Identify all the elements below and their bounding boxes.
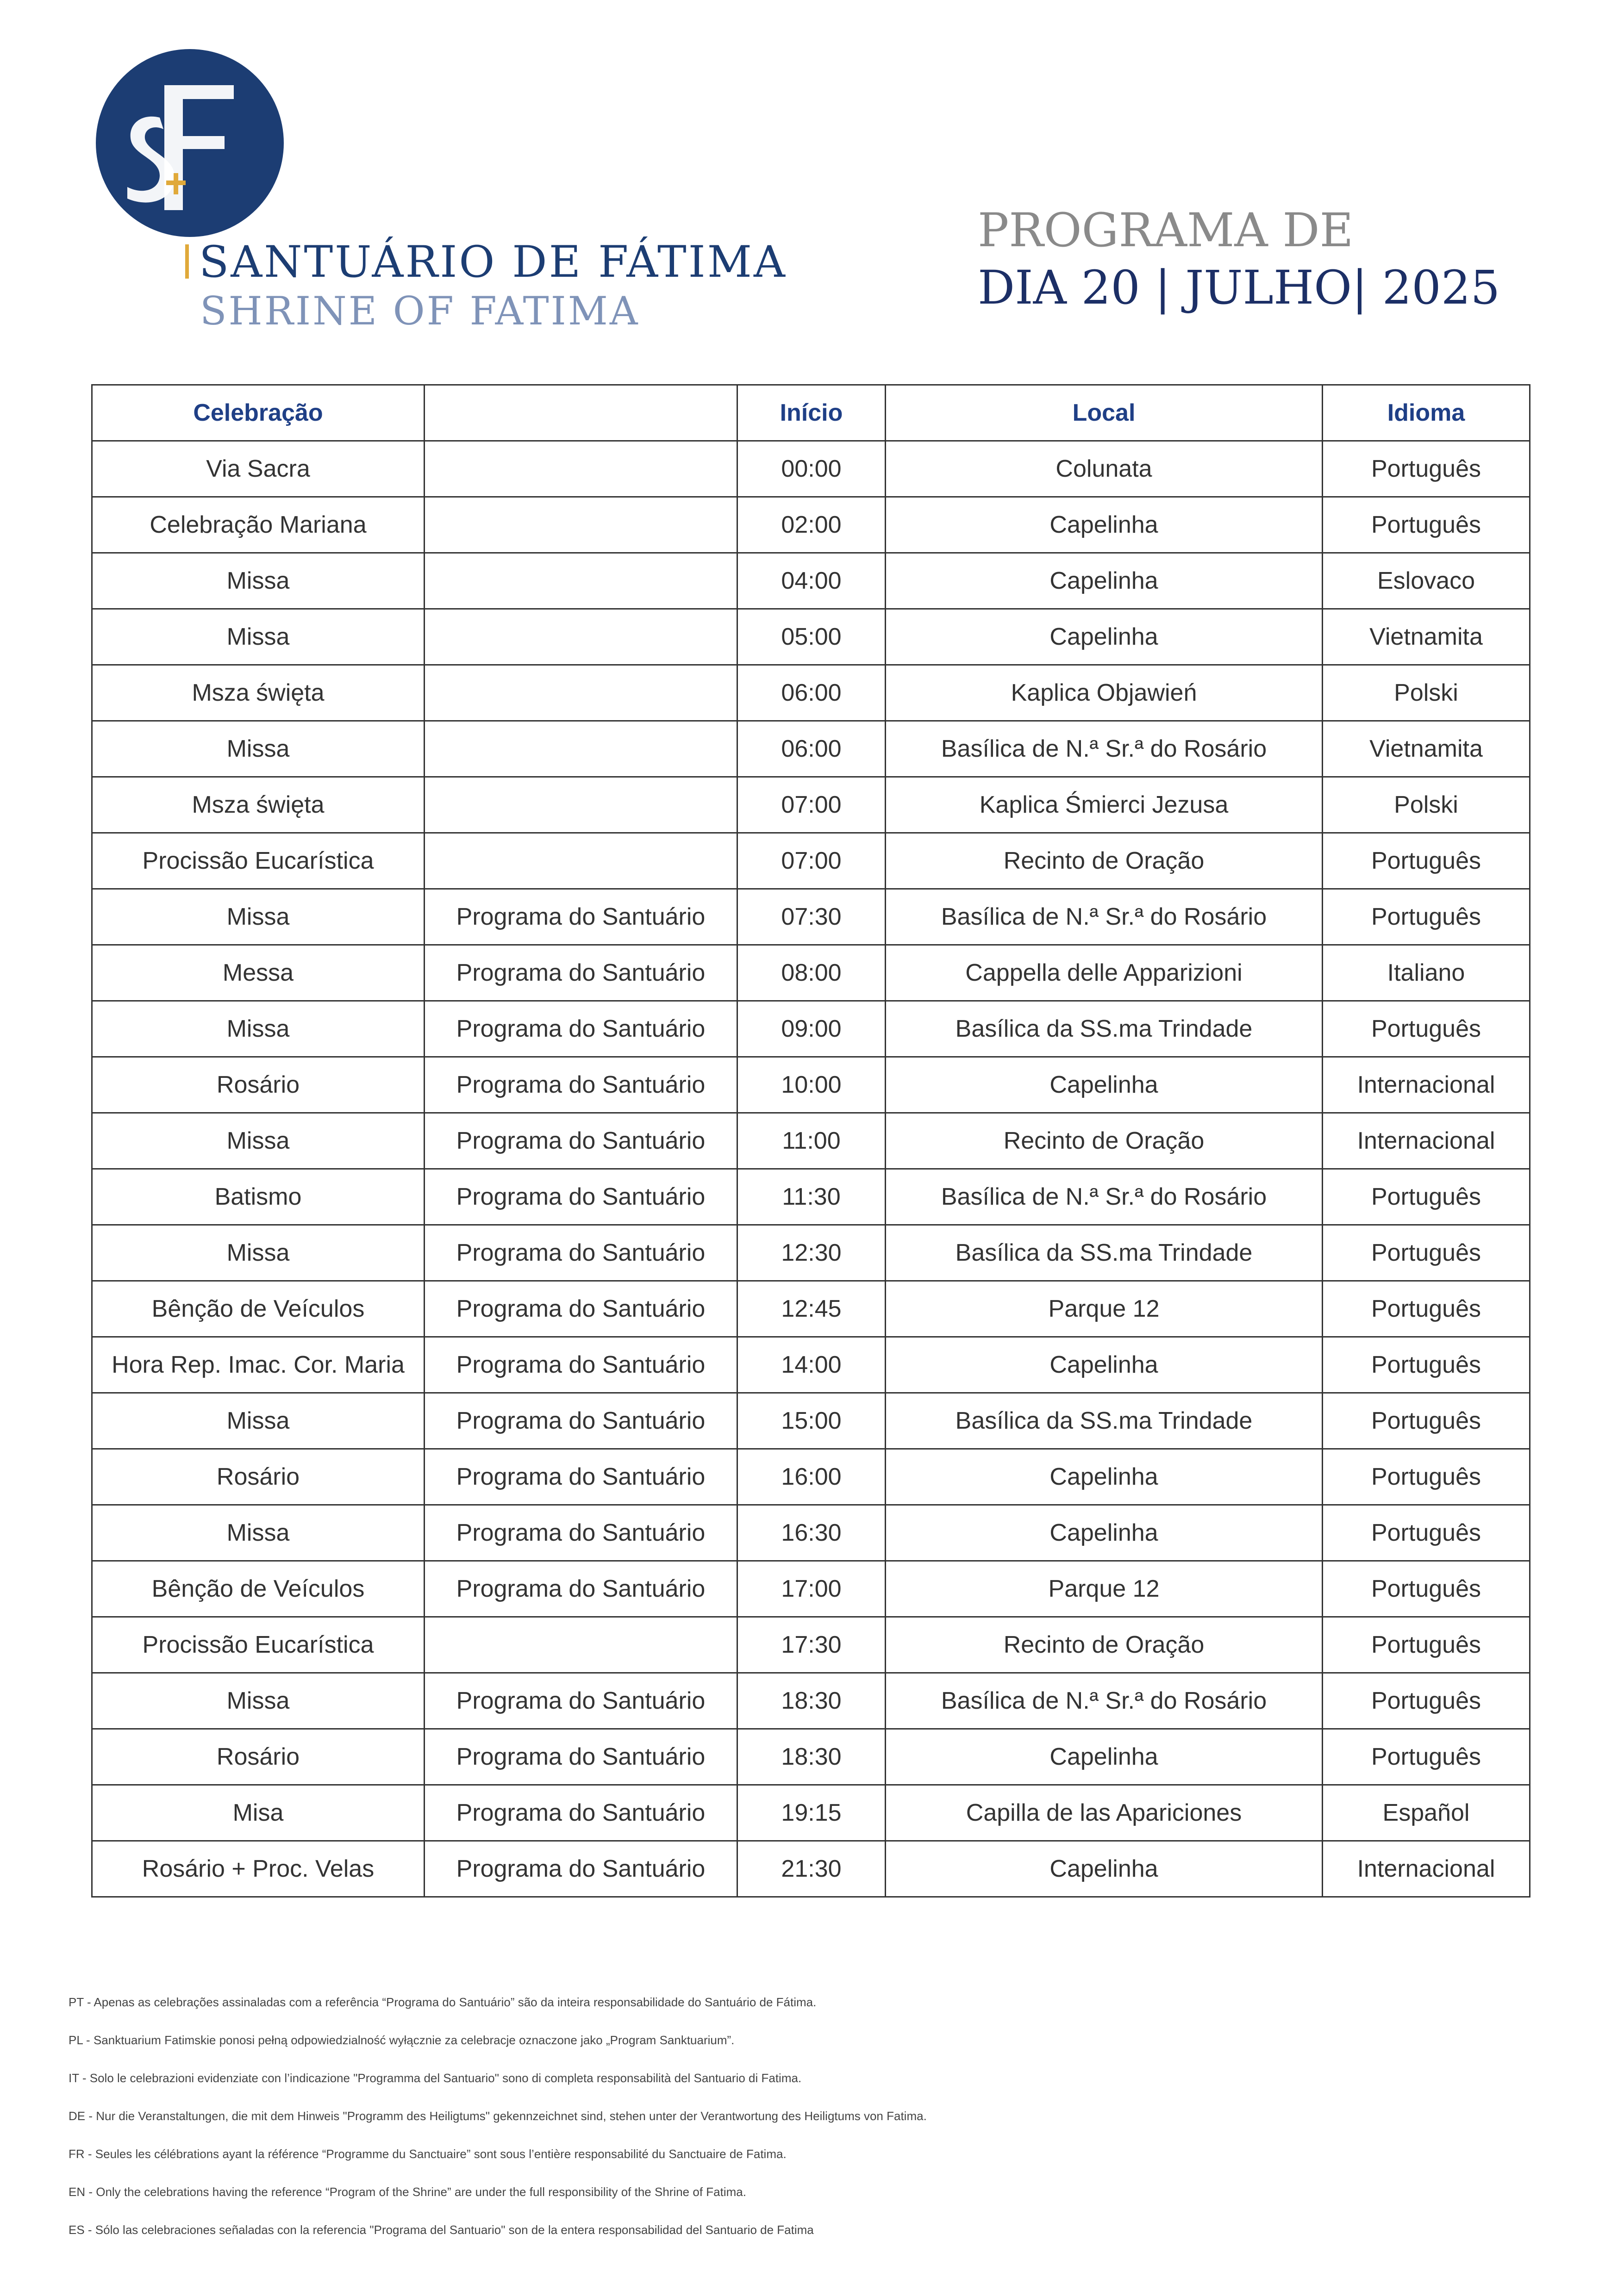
cell-celebracao: Via Sacra bbox=[92, 441, 425, 497]
table-row bbox=[92, 1729, 1530, 1785]
note-pt: PT - Apenas as celebrações assinaladas com a referência “Programa do Santuário” são da inteira responsabilidade do Santuário de Fátima. bbox=[69, 1995, 817, 2009]
cell-idioma: Português bbox=[1323, 1393, 1530, 1449]
cell-idioma: Italiano bbox=[1323, 945, 1530, 1001]
cell-idioma: Eslovaco bbox=[1323, 553, 1530, 609]
brand-title-en: SHRINE OF FATIMA bbox=[200, 288, 640, 334]
cell-local: Basílica da SS.ma Trindade bbox=[886, 1393, 1323, 1449]
cell-programa: Programa do Santuário bbox=[425, 889, 737, 945]
cell-local: Parque 12 bbox=[886, 1281, 1323, 1337]
cell-idioma: Português bbox=[1323, 1169, 1530, 1225]
cell-idioma: Português bbox=[1323, 1001, 1530, 1057]
cell-idioma: Español bbox=[1323, 1785, 1530, 1841]
note-es: ES - Sólo las celebraciones señaladas con la referencia "Programa del Santuario" son de la entera responsabilidad del Santuario de Fatima bbox=[69, 2223, 814, 2237]
schedule-table bbox=[91, 384, 1530, 1898]
cell-inicio: 18:30 bbox=[737, 1729, 886, 1785]
schedule-body bbox=[92, 441, 1530, 1897]
note-de: DE - Nur die Veranstaltungen, die mit dem Hinweis "Programm des Heiligtums" gekennzeichnet sind, stehen unter der Verantwortung des Heiligtums von Fatima. bbox=[69, 2109, 927, 2123]
cell-celebracao: Rosário bbox=[92, 1449, 425, 1505]
cell-celebracao: Batismo bbox=[92, 1169, 425, 1225]
program-heading-line1: PROGRAMA DE bbox=[978, 203, 1354, 257]
cell-inicio: 04:00 bbox=[737, 553, 886, 609]
cell-local: Parque 12 bbox=[886, 1561, 1323, 1617]
cell-celebracao: Missa bbox=[92, 1113, 425, 1169]
cell-inicio: 11:00 bbox=[737, 1113, 886, 1169]
cell-local: Recinto de Oração bbox=[886, 1617, 1323, 1673]
cell-inicio: 16:30 bbox=[737, 1505, 886, 1561]
cell-idioma: Português bbox=[1323, 1729, 1530, 1785]
header-programa bbox=[425, 385, 737, 441]
table-row bbox=[92, 1001, 1530, 1057]
cell-celebracao: Missa bbox=[92, 721, 425, 777]
cell-programa: Programa do Santuário bbox=[425, 1057, 737, 1113]
cell-programa: Programa do Santuário bbox=[425, 1449, 737, 1505]
cell-celebracao: Bênção de Veículos bbox=[92, 1281, 425, 1337]
cell-celebracao: Msza święta bbox=[92, 777, 425, 833]
cell-inicio: 18:30 bbox=[737, 1673, 886, 1729]
cell-local: Cappella delle Apparizioni bbox=[886, 945, 1323, 1001]
table-row bbox=[92, 1225, 1530, 1281]
cell-programa: Programa do Santuário bbox=[425, 1225, 737, 1281]
table-row bbox=[92, 1281, 1530, 1337]
table-row bbox=[92, 721, 1530, 777]
cell-local: Basílica da SS.ma Trindade bbox=[886, 1001, 1323, 1057]
header-idioma: Idioma bbox=[1323, 385, 1530, 441]
table-row bbox=[92, 1505, 1530, 1561]
table-row bbox=[92, 1673, 1530, 1729]
table-row bbox=[92, 441, 1530, 497]
cell-celebracao: Procissão Eucarística bbox=[92, 1617, 425, 1673]
cell-programa bbox=[425, 609, 737, 665]
cell-programa: Programa do Santuário bbox=[425, 1169, 737, 1225]
cell-inicio: 06:00 bbox=[737, 721, 886, 777]
cell-programa bbox=[425, 777, 737, 833]
cell-inicio: 11:30 bbox=[737, 1169, 886, 1225]
cell-programa bbox=[425, 665, 737, 721]
table-row bbox=[92, 889, 1530, 945]
cell-celebracao: Rosário bbox=[92, 1729, 425, 1785]
cell-idioma: Português bbox=[1323, 1505, 1530, 1561]
table-row bbox=[92, 1169, 1530, 1225]
cell-celebracao: Missa bbox=[92, 889, 425, 945]
cell-programa bbox=[425, 441, 737, 497]
shrine-logo bbox=[95, 48, 285, 238]
header-inicio: Início bbox=[737, 385, 886, 441]
header-celebracao: Celebração bbox=[92, 385, 425, 441]
brand-title-text: SANTUÁRIO DE FÁTIMA bbox=[199, 237, 787, 287]
cell-programa: Programa do Santuário bbox=[425, 1393, 737, 1449]
cell-local: Recinto de Oração bbox=[886, 833, 1323, 889]
cell-inicio: 00:00 bbox=[737, 441, 886, 497]
table-row bbox=[92, 833, 1530, 889]
cell-inicio: 16:00 bbox=[737, 1449, 886, 1505]
cell-programa bbox=[425, 721, 737, 777]
cell-celebracao: Missa bbox=[92, 1393, 425, 1449]
cell-programa: Programa do Santuário bbox=[425, 1281, 737, 1337]
cell-local: Recinto de Oração bbox=[886, 1113, 1323, 1169]
cell-inicio: 07:30 bbox=[737, 889, 886, 945]
cell-idioma: Vietnamita bbox=[1323, 721, 1530, 777]
cell-local: Basílica de N.ª Sr.ª do Rosário bbox=[886, 1169, 1323, 1225]
cell-local: Basílica de N.ª Sr.ª do Rosário bbox=[886, 889, 1323, 945]
cell-idioma: Português bbox=[1323, 1561, 1530, 1617]
cell-inicio: 17:00 bbox=[737, 1561, 886, 1617]
cell-idioma: Internacional bbox=[1323, 1113, 1530, 1169]
table-row bbox=[92, 777, 1530, 833]
cell-celebracao: Rosário + Proc. Velas bbox=[92, 1841, 425, 1897]
cell-celebracao: Missa bbox=[92, 609, 425, 665]
cell-idioma: Português bbox=[1323, 497, 1530, 553]
cell-inicio: 14:00 bbox=[737, 1337, 886, 1393]
cell-idioma: Português bbox=[1323, 889, 1530, 945]
cell-idioma: Internacional bbox=[1323, 1841, 1530, 1897]
table-row bbox=[92, 1617, 1530, 1673]
cell-programa bbox=[425, 1617, 737, 1673]
cell-inicio: 08:00 bbox=[737, 945, 886, 1001]
cell-celebracao: Procissão Eucarística bbox=[92, 833, 425, 889]
cell-celebracao: Bênção de Veículos bbox=[92, 1561, 425, 1617]
cell-programa bbox=[425, 553, 737, 609]
program-heading-date: DIA 20 | JULHO| 2025 bbox=[978, 261, 1500, 315]
cell-idioma: Polski bbox=[1323, 665, 1530, 721]
cell-idioma: Vietnamita bbox=[1323, 609, 1530, 665]
table-row bbox=[92, 1113, 1530, 1169]
cell-local: Capelinha bbox=[886, 1505, 1323, 1561]
cell-inicio: 10:00 bbox=[737, 1057, 886, 1113]
table-row bbox=[92, 945, 1530, 1001]
cell-inicio: 17:30 bbox=[737, 1617, 886, 1673]
cell-inicio: 12:45 bbox=[737, 1281, 886, 1337]
cell-celebracao: Missa bbox=[92, 1225, 425, 1281]
header-local: Local bbox=[886, 385, 1323, 441]
cell-local: Capelinha bbox=[886, 1057, 1323, 1113]
table-row bbox=[92, 609, 1530, 665]
cell-local: Basílica de N.ª Sr.ª do Rosário bbox=[886, 1673, 1323, 1729]
cell-local: Capelinha bbox=[886, 553, 1323, 609]
cell-celebracao: Rosário bbox=[92, 1057, 425, 1113]
cell-programa: Programa do Santuário bbox=[425, 1729, 737, 1785]
cell-celebracao: Messa bbox=[92, 945, 425, 1001]
cell-programa: Programa do Santuário bbox=[425, 1337, 737, 1393]
cell-inicio: 07:00 bbox=[737, 777, 886, 833]
cell-local: Capelinha bbox=[886, 1337, 1323, 1393]
cell-local: Kaplica Śmierci Jezusa bbox=[886, 777, 1323, 833]
cell-local: Capelinha bbox=[886, 609, 1323, 665]
cell-programa: Programa do Santuário bbox=[425, 1561, 737, 1617]
cell-celebracao: Missa bbox=[92, 1001, 425, 1057]
cell-idioma: Português bbox=[1323, 1617, 1530, 1673]
table-row bbox=[92, 1841, 1530, 1897]
cell-celebracao: Celebração Mariana bbox=[92, 497, 425, 553]
cell-inicio: 06:00 bbox=[737, 665, 886, 721]
cell-idioma: Português bbox=[1323, 1225, 1530, 1281]
table-row bbox=[92, 553, 1530, 609]
cell-programa: Programa do Santuário bbox=[425, 1505, 737, 1561]
note-en: EN - Only the celebrations having the reference “Program of the Shrine” are under the full responsibility of the Shrine of Fatima. bbox=[69, 2185, 746, 2199]
table-row bbox=[92, 1449, 1530, 1505]
cell-programa: Programa do Santuário bbox=[425, 945, 737, 1001]
cell-local: Colunata bbox=[886, 441, 1323, 497]
program-heading bbox=[978, 203, 1500, 315]
cell-inicio: 02:00 bbox=[737, 497, 886, 553]
cell-local: Capelinha bbox=[886, 1449, 1323, 1505]
cell-programa bbox=[425, 833, 737, 889]
cell-inicio: 15:00 bbox=[737, 1393, 886, 1449]
cell-celebracao: Misa bbox=[92, 1785, 425, 1841]
cell-inicio: 19:15 bbox=[737, 1785, 886, 1841]
brand-gold-bar bbox=[185, 244, 189, 279]
cell-local: Basílica de N.ª Sr.ª do Rosário bbox=[886, 721, 1323, 777]
cell-local: Capelinha bbox=[886, 497, 1323, 553]
cell-idioma: Polski bbox=[1323, 777, 1530, 833]
table-header-row bbox=[92, 385, 1530, 441]
cell-programa: Programa do Santuário bbox=[425, 1785, 737, 1841]
cell-programa: Programa do Santuário bbox=[425, 1113, 737, 1169]
cell-celebracao: Missa bbox=[92, 553, 425, 609]
cell-programa bbox=[425, 497, 737, 553]
cell-idioma: Português bbox=[1323, 1337, 1530, 1393]
cell-celebracao: Hora Rep. Imac. Cor. Maria bbox=[92, 1337, 425, 1393]
cell-inicio: 21:30 bbox=[737, 1841, 886, 1897]
cell-idioma: Português bbox=[1323, 441, 1530, 497]
cell-local: Basílica da SS.ma Trindade bbox=[886, 1225, 1323, 1281]
cell-idioma: Português bbox=[1323, 1673, 1530, 1729]
footnotes bbox=[69, 1996, 1550, 2262]
cell-programa: Programa do Santuário bbox=[425, 1841, 737, 1897]
cell-local: Capelinha bbox=[886, 1841, 1323, 1897]
cell-celebracao: Msza święta bbox=[92, 665, 425, 721]
table-row bbox=[92, 1561, 1530, 1617]
cell-celebracao: Missa bbox=[92, 1673, 425, 1729]
cell-idioma: Português bbox=[1323, 1449, 1530, 1505]
cell-programa: Programa do Santuário bbox=[425, 1001, 737, 1057]
cell-local: Kaplica Objawień bbox=[886, 665, 1323, 721]
table-row bbox=[92, 1057, 1530, 1113]
note-pl: PL - Sanktuarium Fatimskie ponosi pełną odpowiedzialność wyłącznie za celebracje oznaczone jako „Program Sanktuarium”. bbox=[69, 2033, 735, 2047]
note-it: IT - Solo le celebrazioni evidenziate con l’indicazione "Programma del Santuario" sono di completa responsabilità del Santuario di Fatima. bbox=[69, 2071, 802, 2085]
cell-inicio: 12:30 bbox=[737, 1225, 886, 1281]
cell-local: Capilla de las Apariciones bbox=[886, 1785, 1323, 1841]
cell-programa: Programa do Santuário bbox=[425, 1673, 737, 1729]
cell-idioma: Português bbox=[1323, 1281, 1530, 1337]
cell-inicio: 05:00 bbox=[737, 609, 886, 665]
brand-wordmark bbox=[185, 237, 787, 334]
note-fr: FR - Seules les célébrations ayant la référence “Programme du Sanctuaire” sont sous l’entière responsabilité du Sanctuaire de Fatima. bbox=[69, 2147, 787, 2161]
cell-inicio: 07:00 bbox=[737, 833, 886, 889]
table-row bbox=[92, 665, 1530, 721]
table-row bbox=[92, 1393, 1530, 1449]
table-row bbox=[92, 497, 1530, 553]
cell-celebracao: Missa bbox=[92, 1505, 425, 1561]
table-row bbox=[92, 1785, 1530, 1841]
brand-title-pt bbox=[185, 237, 787, 287]
cell-idioma: Português bbox=[1323, 833, 1530, 889]
cell-local: Capelinha bbox=[886, 1729, 1323, 1785]
cell-idioma: Internacional bbox=[1323, 1057, 1530, 1113]
table-row bbox=[92, 1337, 1530, 1393]
cell-inicio: 09:00 bbox=[737, 1001, 886, 1057]
